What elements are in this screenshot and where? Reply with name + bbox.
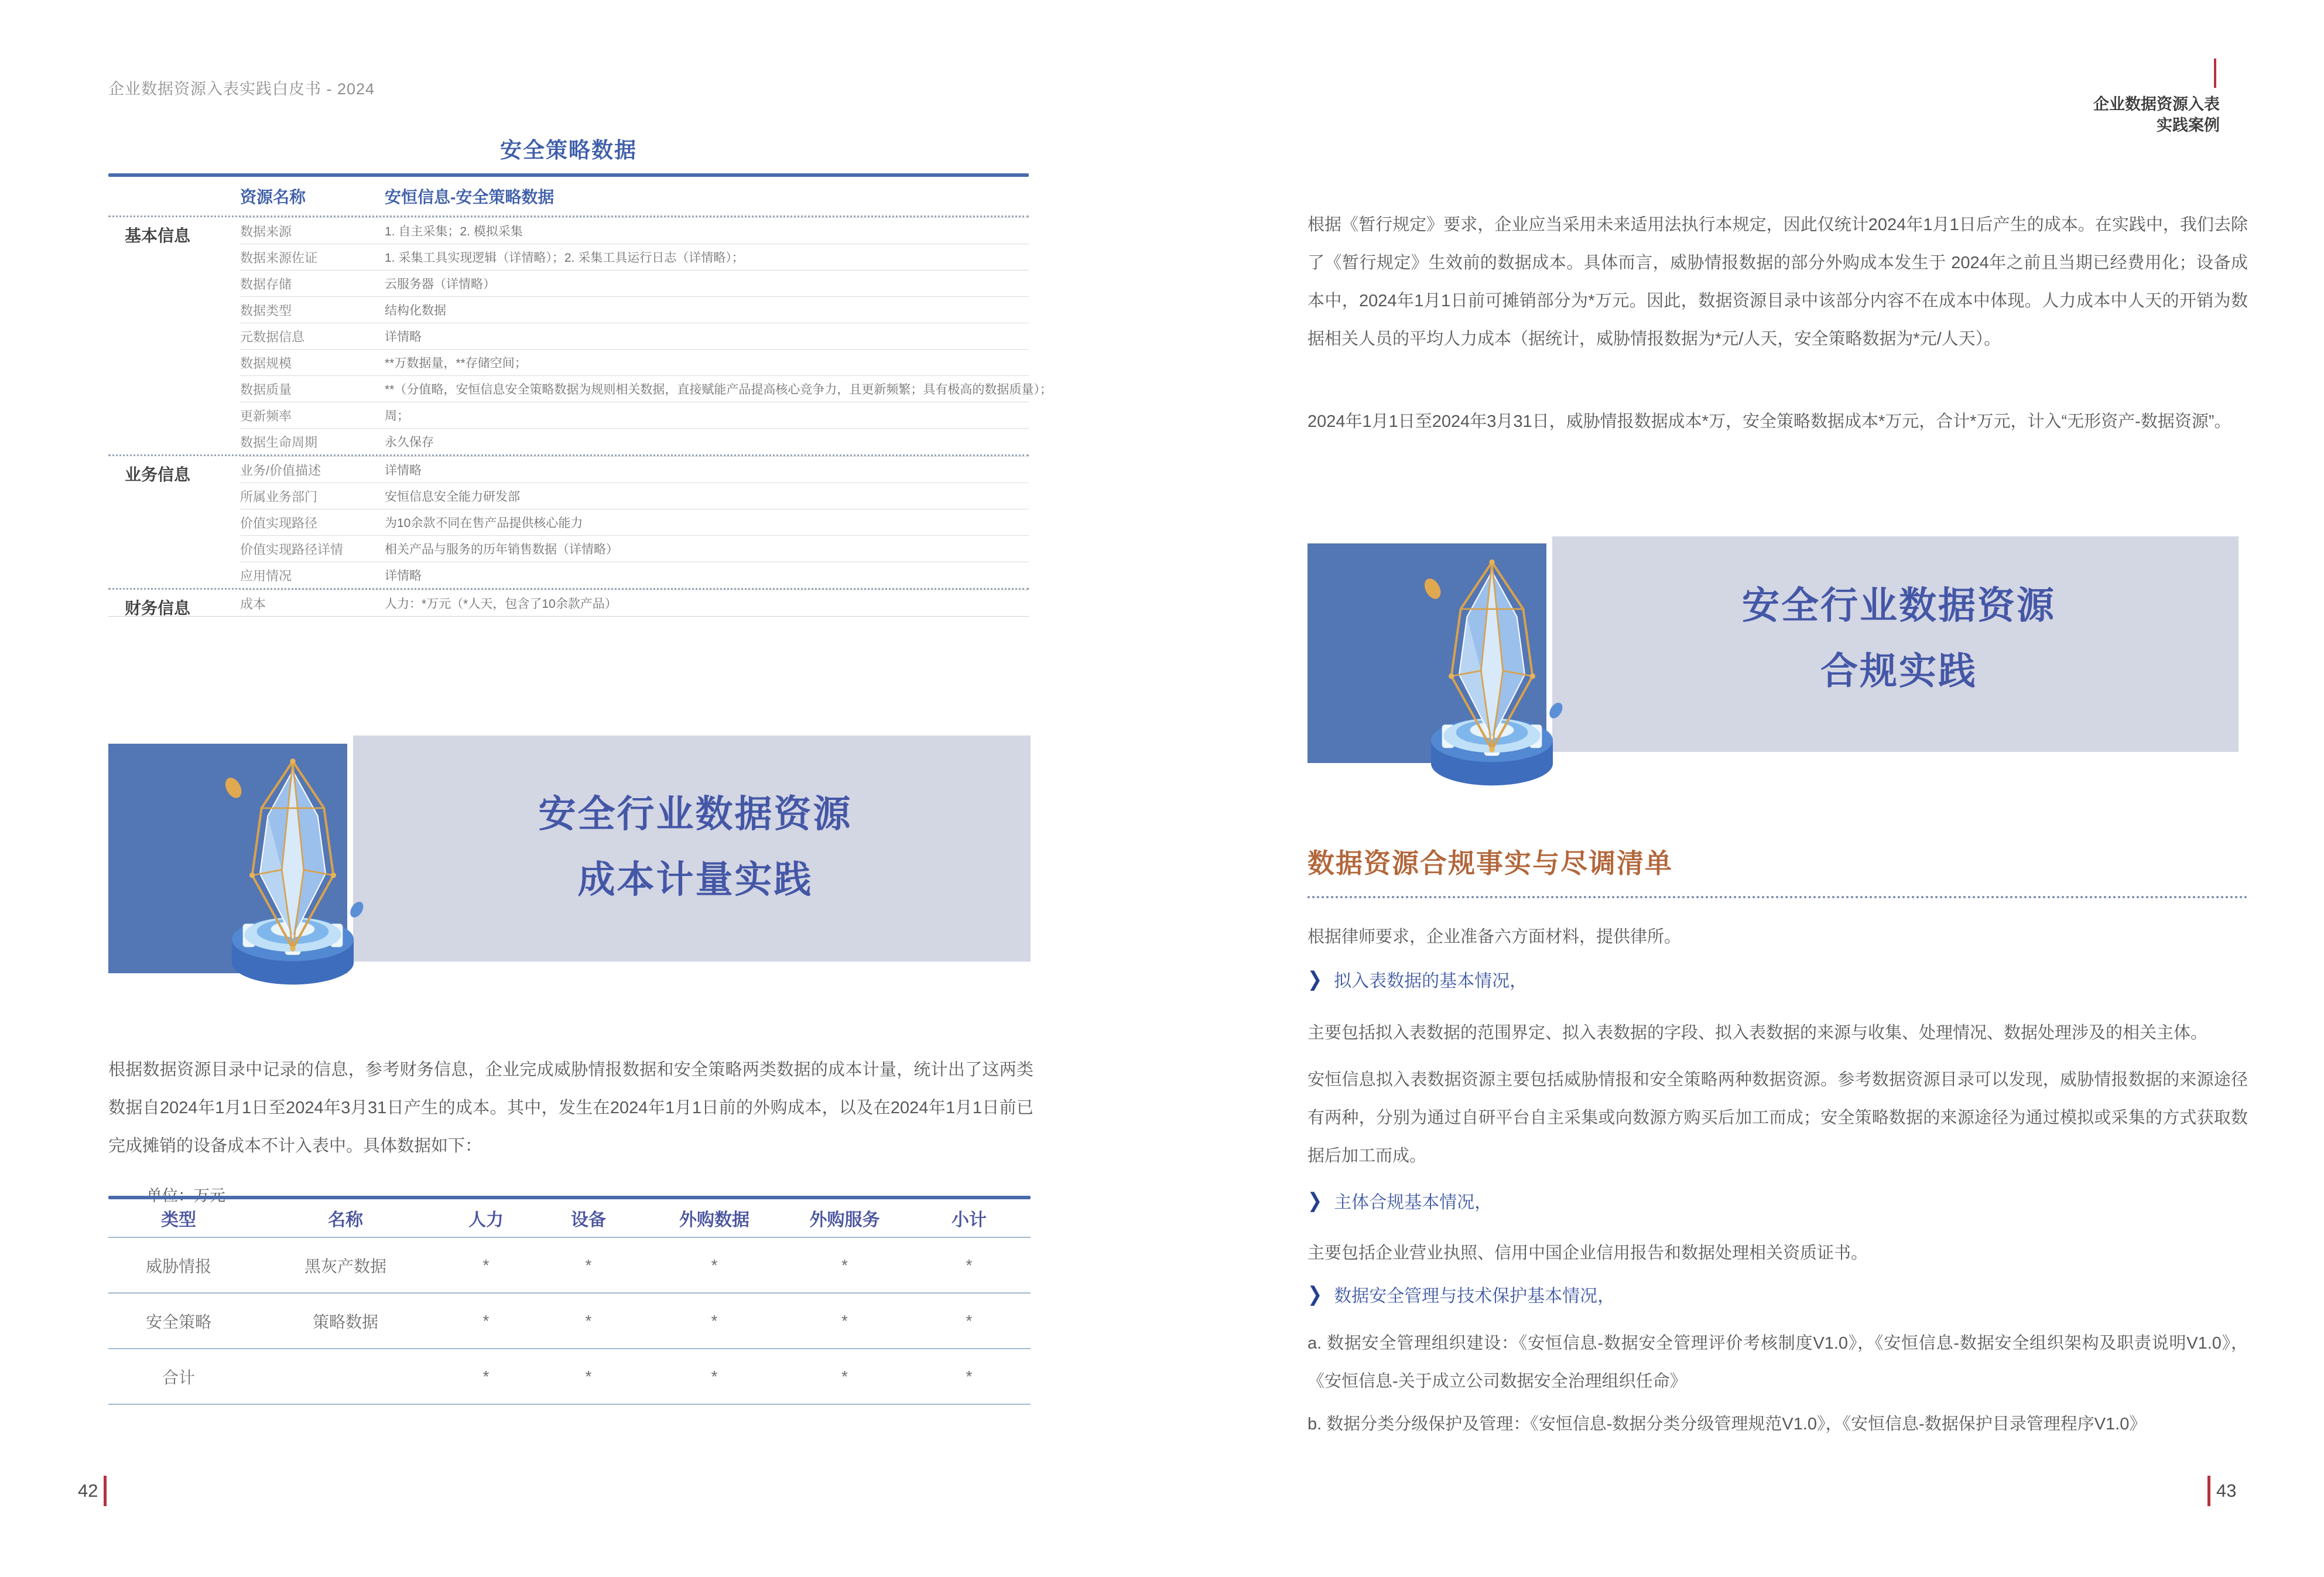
cost-column-header: 小计 <box>951 1210 987 1230</box>
cost-column-header: 设备 <box>571 1210 606 1230</box>
compliance-practice-banner <box>1308 536 2239 760</box>
page-number-text: 43 <box>2216 1480 2237 1501</box>
section-intro: 根据律师要求，企业准备六方面材料，提供律所。 <box>1308 928 1682 946</box>
table-header-row <box>108 177 1029 215</box>
banner-title-line1: 安全行业数据资源 <box>1742 584 2056 627</box>
table-row-field: 成本 <box>240 596 266 611</box>
table-title: 安全策略数据 <box>500 138 637 162</box>
bullet-item-data-basics <box>1308 966 2248 992</box>
table-row-field: 数据类型 <box>240 303 292 318</box>
cost-table <box>108 1196 1031 1405</box>
cost-cell-subtotal: * <box>966 1367 973 1386</box>
table-row-field: 数据来源 <box>240 224 292 239</box>
cost-practice-banner <box>108 736 1031 973</box>
table-row-field: 更新频率 <box>240 408 292 423</box>
table-row <box>240 590 1029 616</box>
table-bottom-rule <box>108 616 1029 617</box>
bullet-label: 拟入表数据的基本情况， <box>1334 971 1528 991</box>
cost-cell-purchased-data: * <box>711 1367 718 1386</box>
table-row-field: 数据质量 <box>240 382 292 397</box>
table-row-value: 1. 自主采集；2. 模拟采集 <box>385 225 523 238</box>
chevron-right-icon: ❯ <box>1308 1189 1323 1212</box>
page-number-red-bar <box>104 1476 107 1506</box>
table-group <box>108 215 1052 454</box>
chevron-right-icon: ❯ <box>1308 968 1323 990</box>
table-row-value: 1. 采集工具实现逻辑（详情略）；2. 采集工具运行日志（详情略）； <box>385 251 744 265</box>
cost-column-header: 外购服务 <box>809 1210 880 1230</box>
cost-cell-name: 策略数据 <box>312 1312 378 1331</box>
column-header-resource-name: 资源名称 <box>240 188 306 206</box>
table-row <box>240 456 1029 483</box>
chevron-right-icon: ❯ <box>1308 1283 1323 1305</box>
table-row-value: 周； <box>385 409 409 423</box>
cost-table-row <box>108 1349 1031 1405</box>
security-policy-data-table <box>108 132 1052 617</box>
bullet-label: 主体合规基本情况， <box>1334 1193 1493 1212</box>
section-heading: 数据资源合规事实与尽调清单 <box>1308 848 1673 878</box>
cost-summary-paragraph: 根据数据资源目录中记录的信息，参考财务信息，企业完成威胁情报数据和安全策略两类数据的成本计量，统计出了这两类数据自2024年1月1日至2024年3月31日产生的成本。其中，发生在2024年1月1日前的外购成本，以及在2024年1月1日前已完成摊销的设备成本不计入表中。具体数据如下： <box>108 1061 1033 1155</box>
cost-cell-purchased-data: * <box>711 1256 718 1274</box>
table-row <box>240 217 1029 244</box>
cost-rule-paragraph: 根据《暂行规定》要求，企业应当采用未来适用法执行本规定，因此仅统计2024年1月1日后产生的成本。在实践中，我们去除了《暂行规定》生效前的数据成本。具体而言，威胁情报数据的部分外购成本发生于 2024年之前且当期已经费用化；设备成本中，2024年1月1日前可摊销部分为*万元。因此，数据资源目录中该部分内容不在成本中体现。人力成本中人天的开销为数据相关人员的平均人力成本（据统计，威胁情报数据为*元/人天，安全策略数据为*元/人天）。 <box>1308 215 2248 348</box>
banner-title-line1: 安全行业数据资源 <box>538 793 853 835</box>
bullet2-paragraph-1: 主要包括企业营业执照、信用中国企业信用报告和数据处理相关资质证书。 <box>1308 1244 1868 1263</box>
table-row-field: 数据规模 <box>240 355 292 371</box>
cost-column-header: 名称 <box>328 1210 363 1230</box>
running-header-right <box>1865 94 2220 136</box>
table-row <box>240 375 1052 402</box>
table-row-field: 数据存储 <box>240 276 292 292</box>
cost-table-row <box>108 1294 1031 1349</box>
table-row-value: 为10余款不同在售产品提供核心能力 <box>385 516 583 530</box>
table-row-value: 详情略 <box>385 330 422 344</box>
table-row-value: 人力：*万元（*人天，包含了10余款产品） <box>385 597 617 611</box>
cost-cell-type: 威胁情报 <box>145 1257 211 1275</box>
table-row-field: 价值实现路径 <box>240 515 318 531</box>
table-row <box>240 483 1029 509</box>
bullet1-paragraph-2: 安恒信息拟入表数据资源主要包括威胁情报和安全策略两种数据资源。参考数据资源目录可以发现，威胁情报数据的来源途径有两种，分别为通过自研平台自主采集或向数源方购买后加工而成；安全策略数据的来源途径为通过模拟或采集的方式获取数据后加工而成。 <box>1308 1070 2248 1165</box>
cost-cell-labor: * <box>482 1256 490 1274</box>
data-gem-icon <box>205 757 381 991</box>
table-row <box>240 562 1029 588</box>
table-row-value: **万数据量，**存储空间； <box>385 357 527 370</box>
cost-cell-purchased-service: * <box>841 1256 848 1274</box>
table-row <box>240 296 1029 323</box>
table-group-label: 基本信息 <box>125 227 191 245</box>
cost-cell-purchased-service: * <box>841 1311 848 1330</box>
column-header-resource-value: 安恒信息-安全策略数据 <box>385 188 555 206</box>
table-row-field: 价值实现路径详情 <box>240 542 344 557</box>
table-group <box>108 588 1029 616</box>
table-row-field: 元数据信息 <box>240 329 305 344</box>
cost-table-row <box>108 1238 1031 1294</box>
data-gem-icon <box>1404 557 1580 792</box>
table-row-value: 详情略 <box>385 569 422 583</box>
banner-title <box>360 781 1031 912</box>
table-row <box>240 270 1029 296</box>
bullet3-paragraph-b: b. 数据分类分级保护及管理：《安恒信息-数据分类分级管理规范V1.0》，《安恒信息-数据保护目录管理程序V1.0》 <box>1308 1415 2147 1434</box>
page-43 <box>1162 0 2324 1577</box>
banner-title <box>1559 573 2239 704</box>
bullet-item-security-management <box>1308 1281 2248 1307</box>
table-row-value: 安恒信息安全能力研发部 <box>385 490 520 504</box>
table-row-field: 数据生命周期 <box>240 435 318 450</box>
header-red-mark <box>2214 59 2216 88</box>
page-number-right <box>2207 1476 2236 1506</box>
table-row <box>240 535 1029 562</box>
cost-cell-purchased-service: * <box>841 1367 848 1386</box>
bullet-label: 数据安全管理与技术保护基本情况， <box>1334 1287 1615 1306</box>
cost-cell-equipment: * <box>585 1256 592 1274</box>
table-row-value: **（分值略，安恒信息安全策略数据为规则相关数据，直接赋能产品提高核心竞争力，且更新频繁；具有极高的数据质量）； <box>385 383 1052 396</box>
table-row-value: 详情略 <box>385 464 422 477</box>
running-header-line2: 实践案例 <box>2157 117 2220 134</box>
table-row-value: 永久保存 <box>385 436 434 449</box>
cost-cell-equipment: * <box>585 1367 592 1386</box>
table-group-label: 财务信息 <box>125 599 191 617</box>
table-row-value: 云服务器（详情略） <box>385 278 495 291</box>
cost-cell-subtotal: * <box>966 1311 973 1330</box>
cost-cell-subtotal: * <box>966 1256 973 1274</box>
table-row <box>240 402 1029 428</box>
table-row <box>240 244 1029 270</box>
bullet-item-entity-compliance <box>1308 1188 2248 1213</box>
cost-column-header: 外购数据 <box>679 1210 749 1230</box>
page-number-text: 42 <box>78 1480 98 1501</box>
table-row <box>240 323 1029 349</box>
table-row <box>240 509 1029 535</box>
cost-cell-type: 安全策略 <box>145 1312 211 1331</box>
table-row-field: 数据来源佐证 <box>240 250 318 265</box>
table-row-value: 结构化数据 <box>385 304 446 317</box>
cost-cell-equipment: * <box>585 1311 592 1330</box>
table-group-label: 业务信息 <box>125 466 191 484</box>
cost-column-header: 类型 <box>161 1210 196 1230</box>
table-row-field: 应用情况 <box>240 568 292 583</box>
cost-cell-labor: * <box>482 1367 490 1386</box>
cost-column-header: 人力 <box>468 1210 504 1230</box>
cost-cell-name: 黑灰产数据 <box>304 1257 386 1275</box>
cost-total-paragraph: 2024年1月1日至2024年3月31日，威胁情报数据成本*万，安全策略数据成本*万元，合计*万元，计入“无形资产-数据资源”。 <box>1308 412 2231 431</box>
banner-title-line2: 成本计量实践 <box>577 858 813 901</box>
table-row <box>240 428 1029 454</box>
running-header-left: 企业数据资源入表实践白皮书 - 2024 <box>108 80 375 98</box>
bullet1-paragraph-1: 主要包括拟入表数据的范围界定、拟入表数据的字段、拟入表数据的来源与收集、处理情况、数据处理涉及的相关主体。 <box>1308 1024 2208 1042</box>
running-header-line1: 企业数据资源入表 <box>2093 95 2220 113</box>
bullet3-paragraph-a: a. 数据安全管理组织建设：《安恒信息-数据安全管理评价考核制度V1.0》，《安恒信息-数据安全组织架构及职责说明V1.0》，《安恒信息-关于成立公司数据安全治理组织任命》 <box>1308 1334 2248 1391</box>
cost-cell-type: 合计 <box>162 1368 195 1387</box>
table-group <box>108 454 1029 588</box>
section-heading-dotted-rule <box>1308 896 2248 898</box>
page-number-left <box>78 1476 107 1506</box>
cost-cell-purchased-data: * <box>711 1311 718 1330</box>
banner-title-line2: 合规实践 <box>1820 650 1977 692</box>
table-row <box>240 349 1029 375</box>
table-row-field: 所属业务部门 <box>240 489 318 504</box>
table-row-value: 相关产品与服务的历年销售数据（详情略） <box>385 543 618 556</box>
cost-table-header <box>108 1199 1031 1238</box>
table-row-field: 业务/价值描述 <box>240 463 321 478</box>
page-number-red-bar <box>2207 1476 2210 1506</box>
cost-cell-labor: * <box>482 1311 490 1330</box>
